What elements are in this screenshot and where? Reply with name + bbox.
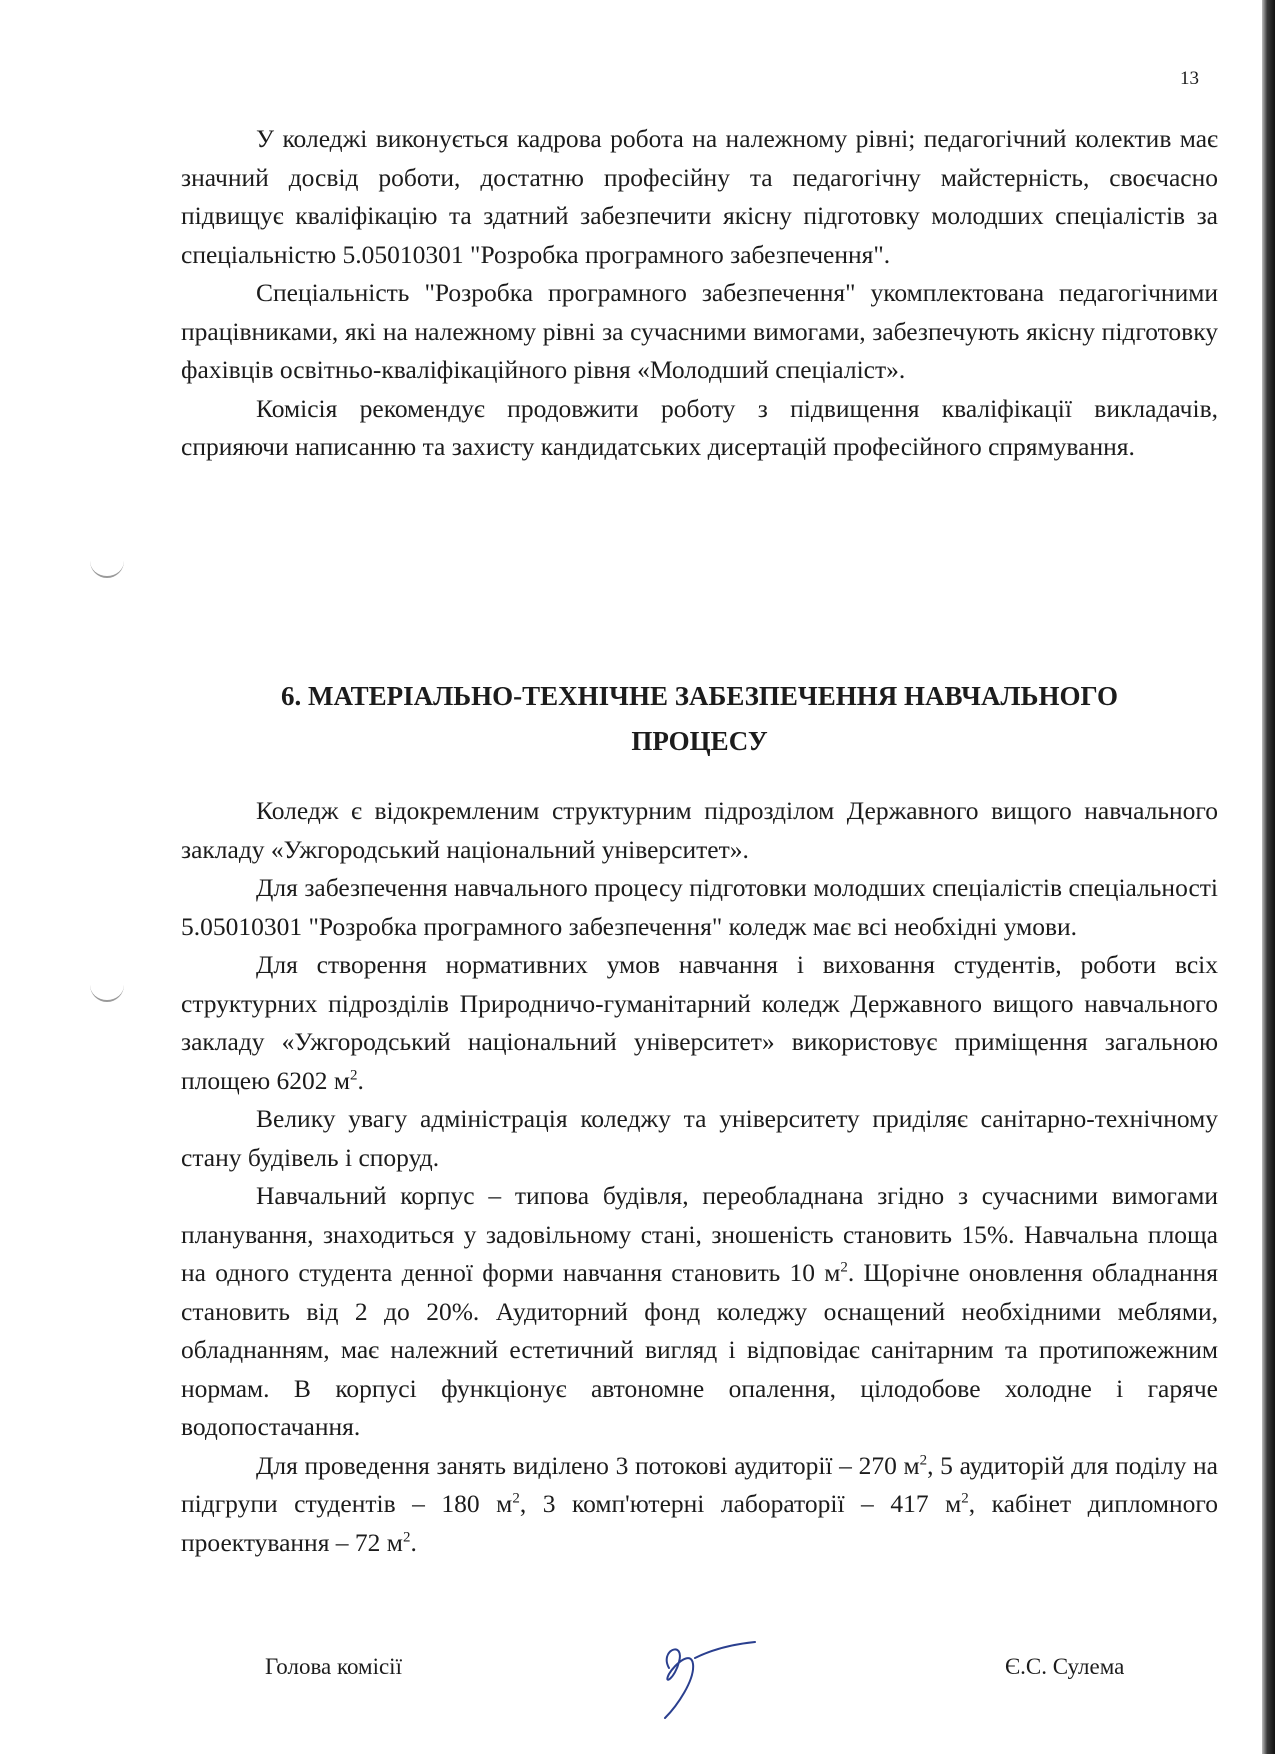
heading-line: ПРОЦЕСУ [631, 726, 768, 756]
section-1-body [181, 120, 1218, 467]
superscript: 2 [402, 1529, 411, 1545]
paragraph: Для забезпечення навчального процесу підготовки молодших спеціалістів спеціальності 5.05010301 "Розробка програмного забезпечення" коледж має всі необхідні умови. [181, 873, 1218, 941]
text-run: . Щорічне оновлення обладнання становить від 2 до 20%. Аудиторний фонд коледжу оснащений необхідними меблями, обладнанням, має належний естетичний вигляд і відповідає санітарним та протипожежним нормам. В корпусі функціонує автономне опалення, цілодобове холодне і гаряче водопостачання. [181, 1258, 1219, 1441]
signature-label: Голова комісії [265, 1654, 402, 1679]
paragraph [181, 946, 1218, 1100]
superscript: 2 [961, 1490, 969, 1507]
text-run: , 3 комп'ютерні лабораторії – 417 м [519, 1489, 962, 1518]
signatory-name: Є.С. Сулема [1005, 1654, 1125, 1679]
paragraph: У коледжі виконується кадрова робота на належному рівні; педагогічний колектив має значний досвід роботи, достатню професійну та педагогічну майстерність, своєчасно підвищує кваліфікацію та здатний забезпечити якісну підготовку молодших спеціалістів за спеціальністю 5.05010301 "Розробка програмного забезпечення". [181, 124, 1218, 269]
text-run: Навчальний корпус – типова будівля, переобладнана згідно з сучасними вимогами планування, знаходиться у задовільному стані, зношеність становить 15%. Навчальна площа на одного студента денної форми навчання становить 10 м [181, 1181, 1218, 1287]
text-run: , кабінет дипломного проектування – 72 м [181, 1489, 1218, 1557]
text-run: Для проведення занять виділено 3 потокові аудиторії – 270 м [256, 1450, 920, 1480]
paragraph: Комісія рекомендує продовжити роботу з підвищення кваліфікації викладачів, сприяючи написанню та захисту кандидатських дисертацій професійного спрямування. [181, 393, 1218, 461]
paragraph [181, 1447, 1218, 1563]
section-2-body [181, 792, 1218, 1562]
paragraph: Спеціальність "Розробка програмного забезпечення" укомплектована педагогічними працівниками, які на належному рівні за сучасними вимогами, забезпечують якісну підготовку фахівців освітньо-кваліфікаційного рівня «Молодший спеціаліст». [181, 278, 1218, 384]
paragraph: Коледж є відокремленим структурним підрозділом Державного вищого навчального закладу «Ужгородський національний університет». [181, 796, 1218, 864]
superscript: 2 [919, 1452, 928, 1468]
text-run: . [357, 1065, 364, 1095]
handwritten-signature [655, 1628, 760, 1723]
page-number: 13 [1180, 68, 1199, 89]
heading-line: 6. МАТЕРІАЛЬНО-ТЕХНІЧНЕ ЗАБЕЗПЕЧЕННЯ НАВЧАЛЬНОГО [281, 681, 1118, 711]
scan-edge-shadow [1262, 0, 1275, 1754]
section-heading [181, 674, 1218, 764]
superscript: 2 [512, 1490, 520, 1507]
text-run: , 5 аудиторій для поділу на підгрупи студентів – 180 м [181, 1450, 1218, 1518]
paragraph [181, 1177, 1218, 1447]
text-run: Для створення нормативних умов навчання і виховання студентів, роботи всіх структурних підрозділів Природничо-гуманітарний коледж Державного вищого навчального закладу «Ужгородський національний університет» використовує приміщення загальною площею 6202 м [181, 950, 1218, 1095]
superscript: 2 [350, 1067, 358, 1083]
hole-punch-mark [90, 556, 124, 578]
paragraph: Велику увагу адміністрація коледжу та університету приділяє санітарно-технічному стану будівель і споруд. [181, 1104, 1218, 1172]
superscript: 2 [840, 1259, 848, 1276]
hole-punch-mark [90, 980, 124, 1002]
text-run: . [410, 1527, 417, 1557]
